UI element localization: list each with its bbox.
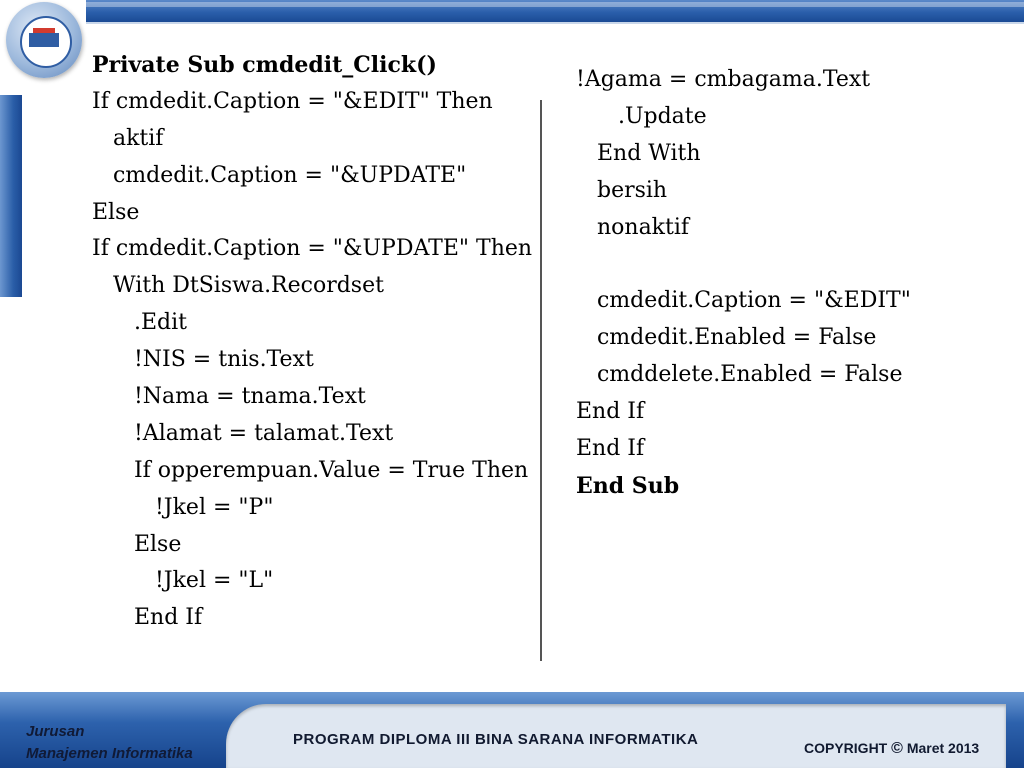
- code-line: Private Sub cmdedit_Click(): [92, 52, 437, 78]
- code-line: cmdedit.Enabled = False: [576, 325, 877, 351]
- code-line: End Sub: [576, 472, 680, 499]
- code-line: .Update: [576, 103, 707, 129]
- code-line: !Alamat = talamat.Text: [92, 420, 394, 446]
- code-line: !Jkel = "L": [92, 568, 274, 594]
- code-line: !NIS = tnis.Text: [92, 347, 314, 373]
- code-line: End If: [92, 605, 203, 631]
- footer-department: Jurusan: [26, 723, 85, 740]
- code-line: With DtSiswa.Recordset: [92, 273, 384, 299]
- column-divider: [540, 100, 542, 661]
- code-line: nonaktif: [576, 214, 690, 240]
- code-line: cmdedit.Caption = "&UPDATE": [92, 162, 467, 188]
- code-column-right: [576, 62, 996, 505]
- code-line: !Jkel = "P": [92, 494, 274, 520]
- copyright-label: COPYRIGHT: [804, 740, 888, 756]
- footer-copyright: [804, 740, 979, 758]
- code-line: Else: [92, 199, 140, 225]
- code-line: [576, 246, 996, 283]
- code-line: If cmdedit.Caption = "&EDIT" Then: [92, 88, 493, 114]
- footer-program-title: PROGRAM DIPLOMA III BINA SARANA INFORMATIKA: [293, 731, 699, 748]
- code-column-left: [92, 47, 532, 637]
- code-line: End If: [576, 399, 645, 425]
- code-line: !Nama = tnama.Text: [92, 384, 366, 410]
- code-line: If opperempuan.Value = True Then: [92, 457, 529, 483]
- code-line: Else: [92, 531, 182, 557]
- code-line: .Edit: [92, 310, 187, 336]
- copyright-date: Maret 2013: [906, 740, 980, 756]
- code-line: If cmdedit.Caption = "&UPDATE" Then: [92, 236, 533, 262]
- code-line: cmdedit.Caption = "&EDIT": [576, 288, 911, 314]
- footer-program-name: Manajemen Informatika: [26, 745, 193, 762]
- code-line: aktif: [92, 125, 164, 151]
- code-line: cmddelete.Enabled = False: [576, 362, 903, 388]
- top-bar-highlight: [86, 2, 1024, 7]
- logo-blue-mark: [29, 33, 59, 47]
- code-line: bersih: [576, 177, 668, 203]
- copyright-icon: ©: [891, 740, 903, 757]
- bsi-logo-icon: [6, 2, 82, 78]
- code-line: End If: [576, 435, 645, 461]
- left-decorative-bar: [0, 95, 22, 297]
- code-line: !Agama = cmbagama.Text: [576, 67, 871, 92]
- code-line: End With: [576, 140, 701, 166]
